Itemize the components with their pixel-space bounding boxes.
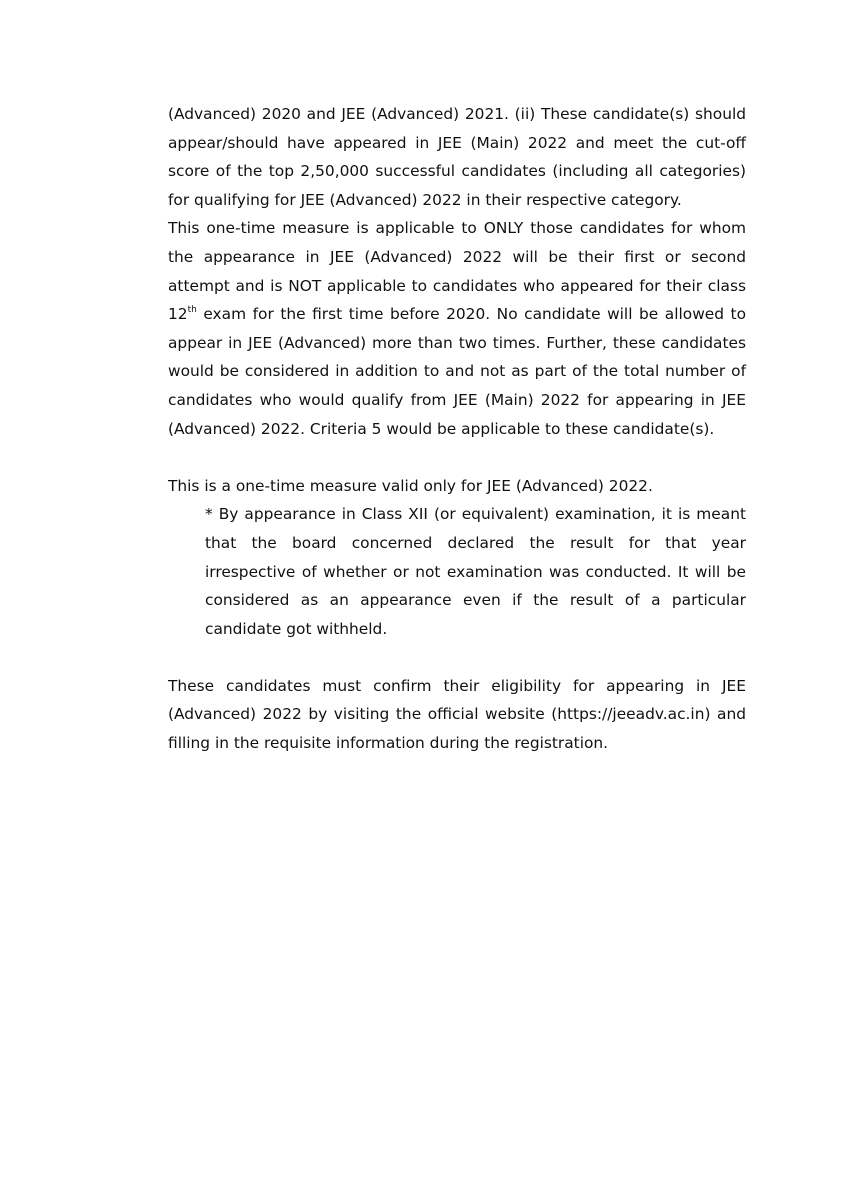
paragraph-valid-only: This is a one-time measure valid only for JEE (Advanced) 2022. [168,476,653,495]
paragraph-one-time-measure-part2: exam for the first time before 2020. No candidate will be allowed to appear in JEE (Advanced) more than two times. Further, these candidates would be considered in addition to and not as part of the total number of candidates who would qualify from JEE (Main) 2022 for appearing in JEE (Advanced) 2022. Criteria 5 would be applicable to these candidate(s). [168,305,746,438]
paragraph-one-time-measure-part1: This one-time measure is applicable to ONLY those candidates for whom the appearance in JEE (Advanced) 2022 will be their first or second attempt and is NOT applicable to candidates who appeared for their class 12 [168,219,746,324]
paragraph-eligibility-criteria: (Advanced) 2020 and JEE (Advanced) 2021. (ii) These candidate(s) should appear/should have appeared in JEE (Main) 2022 and meet the cut-off score of the top 2,50,000 successful candidates (including all categories) for qualifying for JEE (Advanced) 2022 in their respective category. [168,105,746,209]
superscript-th: th [187,305,197,316]
paragraph-one-time-measure [168,214,746,443]
footnote-appearance-definition: * By appearance in Class XII (or equivalent) examination, it is meant that the board concerned declared the result for that year irrespective of whether or not examination was conducted. It will be considered as an appearance even if the result of a particular candidate got withheld. [205,505,746,638]
paragraph-confirm-eligibility: These candidates must confirm their eligibility for appearing in JEE (Advanced) 2022 by visiting the official website (https://jeeadv.ac.in) and filling in the requisite information during the registration. [168,676,746,753]
document-page [168,100,746,758]
paragraph-gap [168,643,746,672]
paragraph-gap [168,443,746,472]
